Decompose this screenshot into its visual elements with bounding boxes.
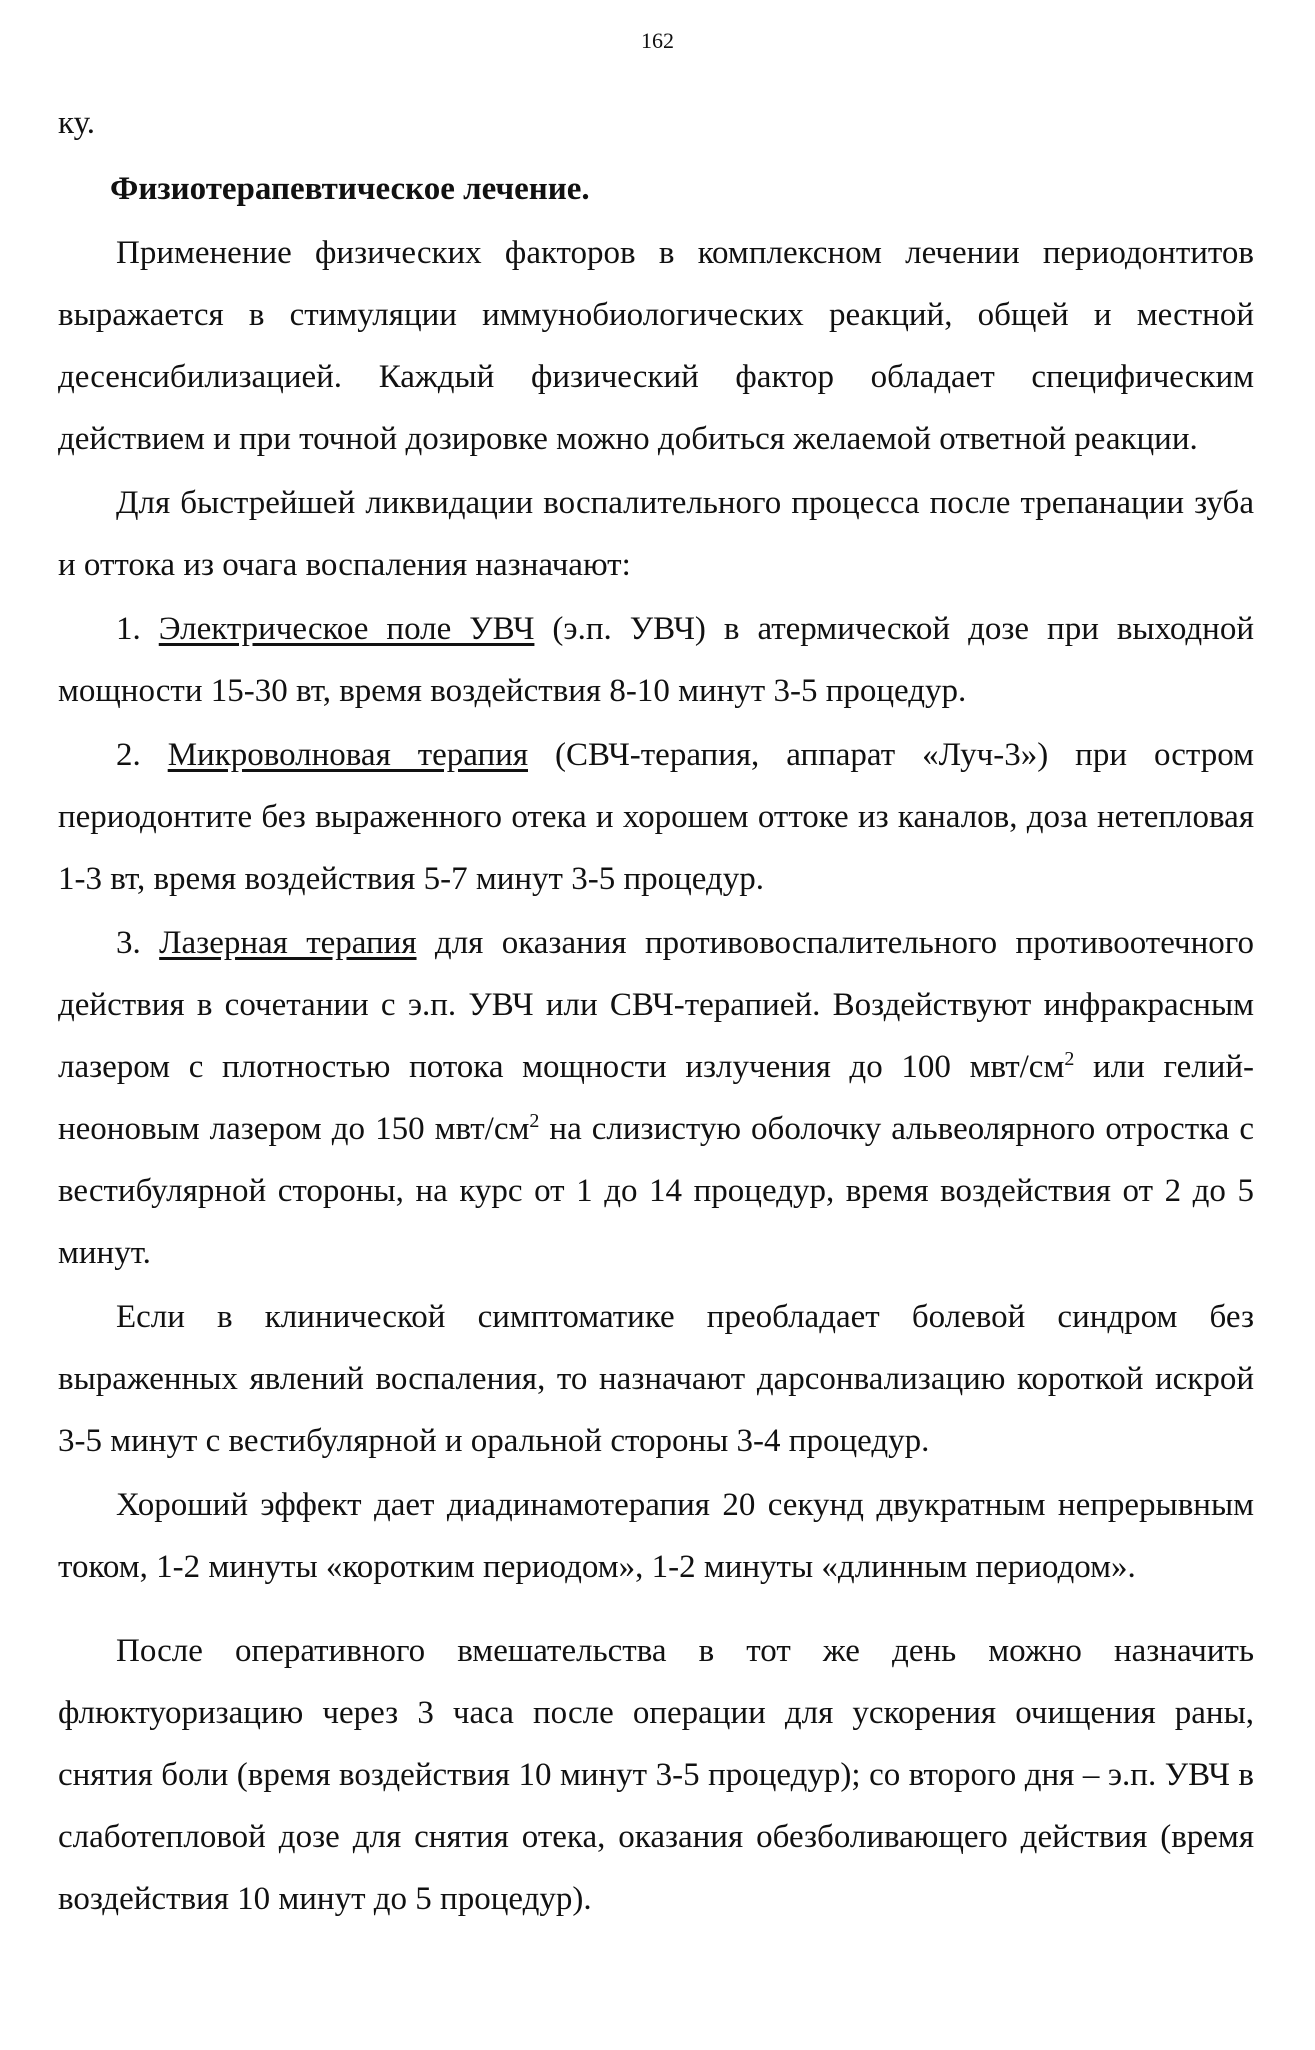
list-item-term: Электрическое поле УВЧ <box>158 611 535 647</box>
list-item-text: (э.п. УВЧ) в атермической дозе при выходной мощности 15-30 вт, время воздействия 8-10 минут 3-5 процедур. <box>58 611 1255 709</box>
paragraph-physical-factors: Применение физических факторов в комплексном лечении периодонтитов выражается в стимуляции иммунобиологических реакций, общей и местной десенсибилизацией. Каждый физический фактор обладает специфическим действием и при точной дозировке можно добиться желаемой ответной реакции. <box>58 235 1254 457</box>
list-item-number: 2. <box>116 737 141 773</box>
list-item-number: 1. <box>116 611 141 647</box>
paragraph-darsonvalization: Если в клинической симптоматике преобладает болевой синдром без выраженных явлений воспаления, то назначают дарсонвализацию короткой искрой 3-5 минут с вестибулярной и оральной стороны 3-4 процедур. <box>58 1299 1254 1459</box>
list-item-term: Лазерная терапия <box>159 925 417 961</box>
paragraph-prescription-intro: Для быстрейшей ликвидации воспалительного процесса после трепанации зуба и оттока из очага воспаления назначают: <box>58 485 1254 583</box>
list-item-text: для оказания противовоспалительного противоотечного действия в сочетании с э.п. УВЧ или СВЧ-терапией. Воздействуют инфракрасным лазером с плотностью потока мощности излучения до 100 мвт/см <box>58 925 1254 1085</box>
page-content <box>58 92 1254 1930</box>
superscript: 2 <box>529 1110 540 1132</box>
continuation-text: ку. <box>58 105 96 141</box>
list-item-text: на слизистую оболочку альвеолярного отростка с вестибулярной стороны, на курс от 1 до 14 процедур, время воздействия от 2 до 5 минут. <box>58 1111 1254 1271</box>
list-item-number: 3. <box>116 925 141 961</box>
list-item-text: (СВЧ-терапия, аппарат «Луч-3») при остром периодонтите без выраженного отека и хорошем оттоке из каналов, доза нетепловая 1-3 вт, время воздействия 5-7 минут 3-5 процедур. <box>58 737 1254 897</box>
page-number: 162 <box>641 28 674 53</box>
paragraph-diadynamic: Хороший эффект дает диадинамотерапия 20 секунд двукратным непрерывным током, 1-2 минуты «коротким периодом», 1-2 минуты «длинным периодом». <box>58 1487 1254 1585</box>
list-item-microwave <box>58 724 1254 910</box>
list-item-text: или гелий-неоновым лазером до 150 мвт/см <box>58 1049 1255 1147</box>
list-item-laser <box>58 912 1254 1284</box>
list-item-term: Микроволновая терапия <box>167 737 528 773</box>
paragraph-postoperative: После оперативного вмешательства в тот же день можно назначить флюктуоризацию через 3 часа после операции для ускорения очищения раны, снятия боли (время воздействия 10 минут 3-5 процедур); со второго дня – э.п. УВЧ в слаботепловой дозе для снятия отека, оказания обезболивающего действия (время воздействия 10 минут до 5 процедур). <box>58 1633 1254 1917</box>
superscript: 2 <box>1064 1048 1075 1070</box>
section-heading: Физиотерапевтическое лечение. <box>110 171 590 207</box>
list-item-uhf <box>58 598 1254 722</box>
